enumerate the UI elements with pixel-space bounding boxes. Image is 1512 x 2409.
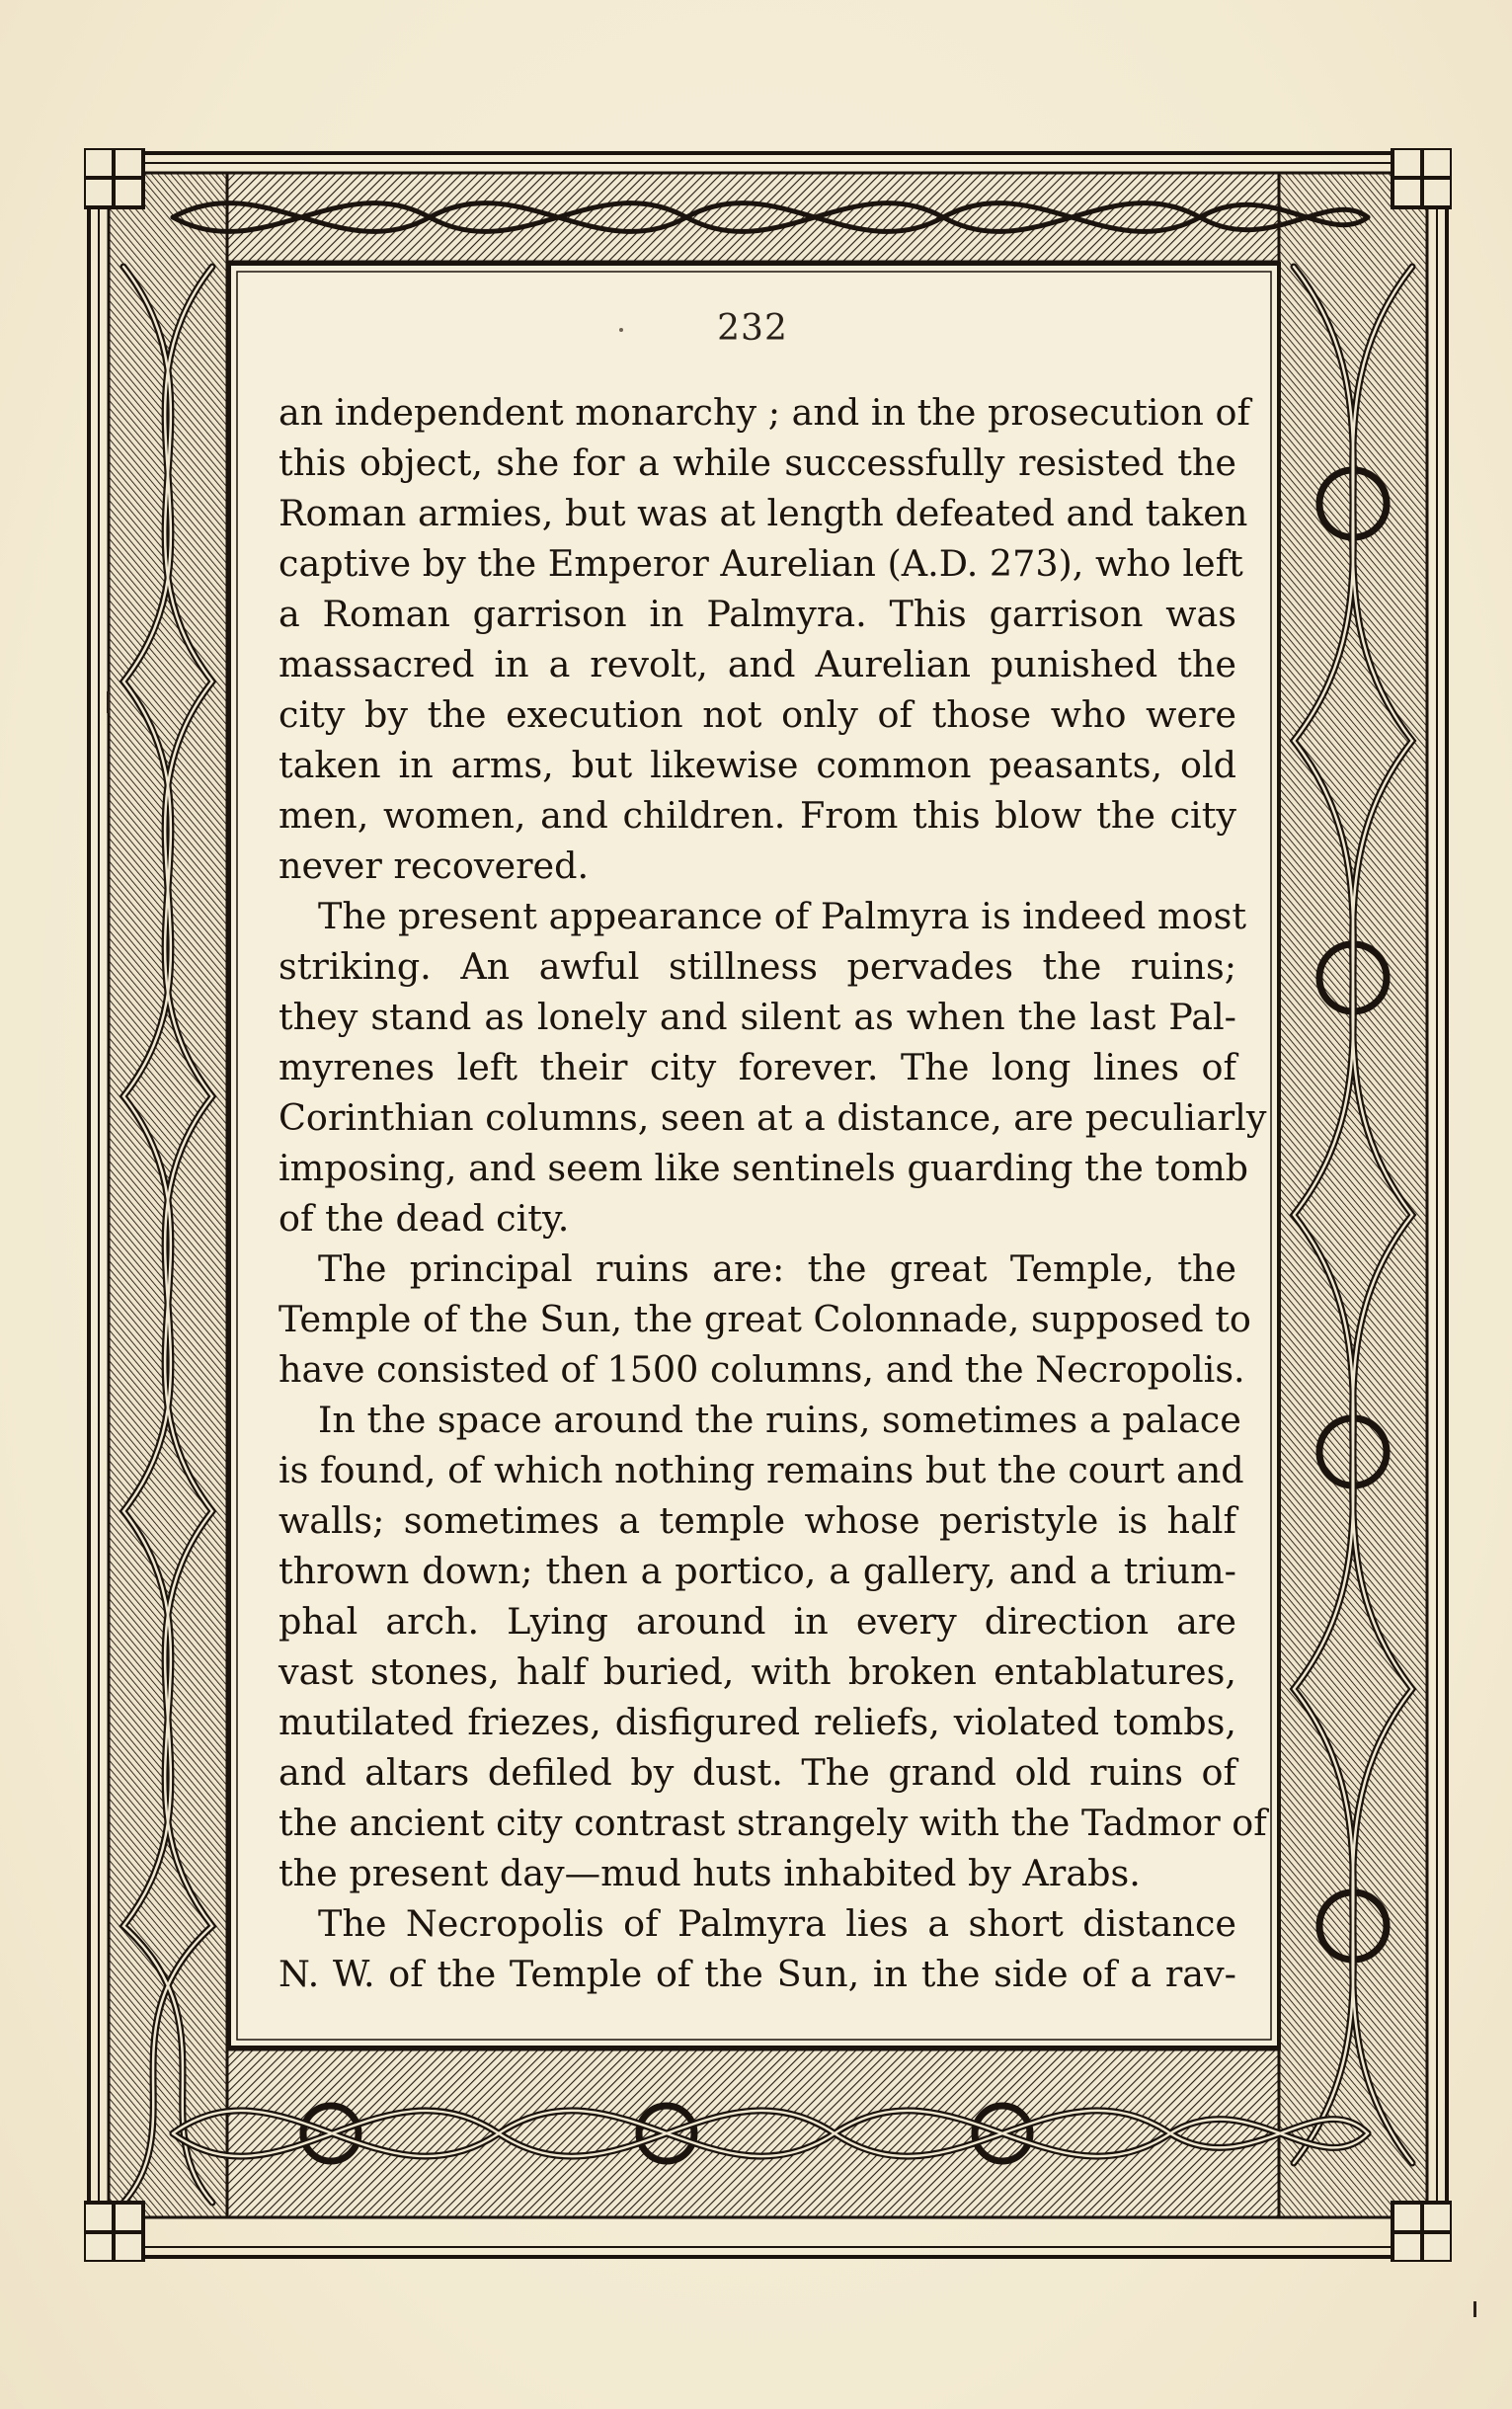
text-line: taken in arms, but likewise common peasants, old	[279, 744, 1236, 786]
text-line: walls; sometimes a temple whose peristyle is half	[279, 1499, 1236, 1542]
text-line: is found, of which nothing remains but the court and	[279, 1449, 1244, 1491]
text-line: massacred in a revolt, and Aurelian punished the	[279, 643, 1236, 685]
text-line: men, women, and children. From this blow the city	[279, 794, 1236, 837]
text-line: N. W. of the Temple of the Sun, in the side of a rav-	[279, 1953, 1236, 1995]
text-line: Roman armies, but was at length defeated and taken	[279, 492, 1248, 534]
text-line: Temple of the Sun, the great Colonnade, supposed to	[279, 1298, 1251, 1340]
margin-mark	[107, 691, 110, 713]
text-line: vast stones, half buried, with broken entablatures,	[279, 1650, 1236, 1693]
text-line: a Roman garrison in Palmyra. This garrison was	[279, 593, 1236, 635]
text-line: The Necropolis of Palmyra lies a short distance	[318, 1902, 1236, 1945]
body-text	[279, 387, 1267, 1999]
margin-mark	[1473, 2301, 1476, 2317]
text-line: phal arch. Lying around in every direction are	[279, 1600, 1236, 1643]
page-number-text: 232	[717, 308, 788, 349]
text-line: myrenes left their city forever. The long lines of	[279, 1046, 1236, 1088]
text-line: and altars defiled by dust. The grand old ruins of	[279, 1751, 1236, 1794]
text-line: imposing, and seem like sentinels guarding the tomb	[279, 1147, 1249, 1189]
text-line: the ancient city contrast strangely with the Tadmor of	[279, 1802, 1267, 1844]
text-line: Corinthian columns, seen at a distance, are peculiarly	[279, 1096, 1267, 1139]
text-line: an independent monarchy ; and in the prosecution of	[279, 391, 1250, 434]
text-line: the present day—mud huts inhabited by Arabs.	[279, 1852, 1141, 1894]
text-line: In the space around the ruins, sometimes a palace	[318, 1399, 1241, 1441]
page-number	[229, 308, 1276, 349]
text-line: The principal ruins are: the great Temple, the	[318, 1247, 1236, 1290]
ink-dot	[619, 328, 623, 332]
text-line: The present appearance of Palmyra is indeed most	[318, 895, 1246, 937]
text-line: this object, she for a while successfully resisted the	[279, 442, 1236, 484]
text-line: mutilated friezes, disfigured reliefs, violated tombs,	[279, 1701, 1236, 1743]
text-line: have consisted of 1500 columns, and the Necropolis.	[279, 1348, 1245, 1391]
text-panel	[229, 279, 1276, 2047]
text-line: of the dead city.	[279, 1197, 570, 1240]
text-line: captive by the Emperor Aurelian (A.D. 273), who left	[279, 542, 1243, 585]
text-line: they stand as lonely and silent as when the last Pal-	[279, 996, 1236, 1038]
text-line: striking. An awful stillness pervades the ruins;	[279, 945, 1236, 988]
text-line: city by the execution not only of those who were	[279, 693, 1236, 736]
text-line: never recovered.	[279, 844, 590, 887]
text-line: thrown down; then a portico, a gallery, and a trium-	[279, 1550, 1236, 1592]
